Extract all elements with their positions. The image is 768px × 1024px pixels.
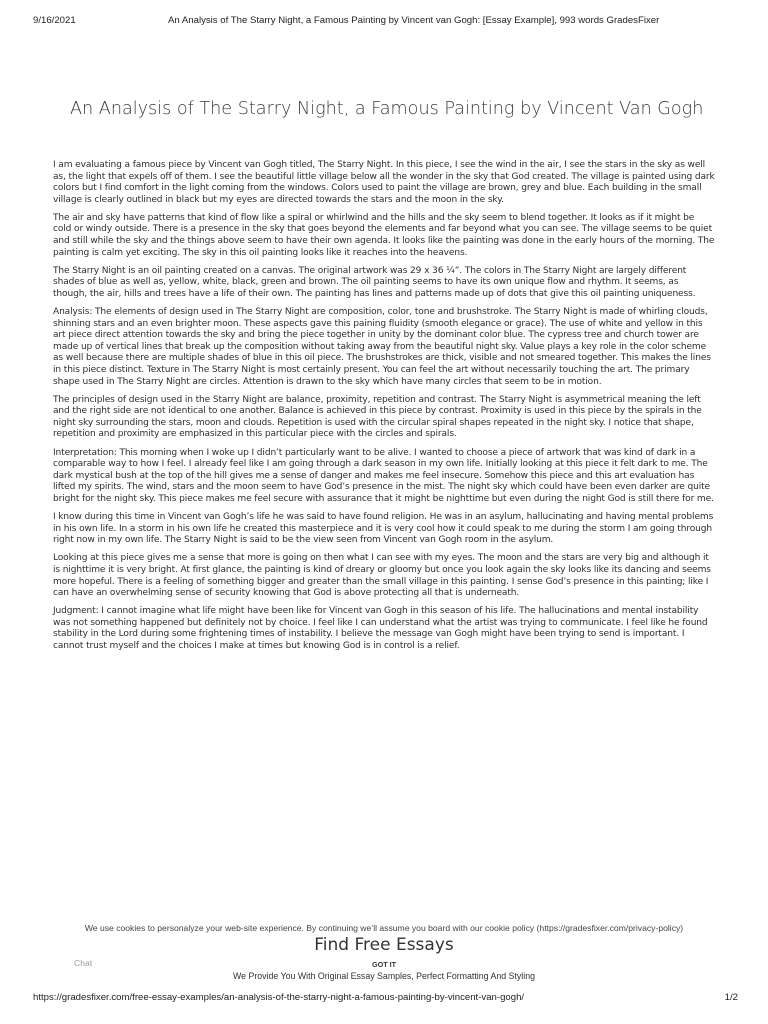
essay-paragraph: The principles of design used in the Starry Night are balance, proximity, repetition and contrast. The Starry Night is asymmetrical meaning the left and the right side are not identical to one another. Balance is achieved in this piece by contrast. Proximity is used in this piece by the spirals in the night sky surrounding the stars, moon and clouds. Repetition is used with the circular spiral shapes repeated in the night sky. I notice that shape, repetition and proximity are emphasized in this particular piece with the circles and spirals. xyxy=(53,394,702,440)
essay-paragraph: Interpretation: This morning when I woke up I didn’t particularly want to be alive. I wanted to choose a piece of artwork that was kind of dark in a comparable way to how I feel. I already feel like I am going through a dark season in my own life. Initially looking at this piece it felt dark to me. The dark mystical bush at the top of the hill gives me a sense of danger and makes me feel insecure. Somehow this piece and this art evaluation has lifted my spirits. The wind, stars and the moon seem to have God’s presence in the mist. The night sky which could have been even darker are quite bright for the night sky. This piece makes me feel secure with assurance that it might be nighttime but even during the night God is still there for me. xyxy=(53,447,714,504)
page-title: An Analysis of The Starry Night, a Famous Painting by Vincent Van Gogh xyxy=(70,99,704,119)
essay-paragraph: Looking at this piece gives me a sense that more is going on then what I can see with my eyes. The moon and the stars are very big and although it is nighttime it is very bright. At first glance, the painting is kind of dreary or gloomy but once you look again the sky looks like its dancing and seems more hopeful. There is a feeling of something bigger and greater than the small village in this painting. I sense God’s presence in this painting; like I can have an overwhelming sense of security knowing that God is above protecting all that is underneath. xyxy=(53,553,711,599)
cookie-accept-button[interactable]: GOT IT xyxy=(372,960,396,969)
print-url: https://gradesfixer.com/free-essay-examples/an-analysis-of-the-starry-night-a-famous-painting-by-vincent-van-gogh/ xyxy=(33,992,525,1003)
promo-tagline: We Provide You With Original Essay Samples, Perfect Formatting And Styling xyxy=(232,971,535,981)
page-number: 1/2 xyxy=(724,992,738,1003)
essay-paragraph: Judgment: I cannot imagine what life might have been like for Vincent van Gogh in this season of his life. The hallucinations and mental instability was not something happened but definitely not by choice. I feel like I can understand what the artist was trying to communicate. I feel like he found stability in the Lord during some frightening times of instability. I believe the message van Gogh might have been trying to send is important. I cannot trust myself and the choices I make at times but knowing God is in control is a relief. xyxy=(53,606,708,651)
essay-paragraph: The air and sky have patterns that kind of flow like a spiral or whirlwind and the hills and the sky seem to blend together. It looks as if it might be cold or windy outside. There is a presence in the sky that goes beyond the elements and far beyond what you can see. The village seems to be quiet and still while the sky and the things above seem to have their own agenda. It looks like the painting was done in the early hours of the morning. The painting is calm yet exciting. The sky in this oil painting looks like it reaches into the heavens. xyxy=(53,212,715,258)
print-date: 9/16/2021 xyxy=(33,15,76,26)
essay-paragraph: The Starry Night is an oil painting created on a canvas. The original artwork was 29 x 36 ¼”. The colors in The Starry Night are largely different shades of blue as well as, yellow, white, black, green and brown. The oil painting seems to have its own unique flow and rhythm. It seems, as though, the air, hills and trees have a life of their own. The painting has lines and patterns made up of dots that give this oil painting uniqueness. xyxy=(53,265,696,299)
print-document-title: An Analysis of The Starry Night, a Famous Painting by Vincent van Gogh: [Essay Example], 993 words GradesFixer xyxy=(168,15,660,26)
print-footer xyxy=(33,992,738,1006)
essay-paragraph: Analysis: The elements of design used in The Starry Night are composition, color, tone and brushstroke. The Starry Night is made of whirling clouds, shinning stars and an even brighter moon. These aspects gave this paining fluidity (smooth elegance or grace). The use of white and yellow in this art piece direct attention towards the sky and bring the piece together in unity by the dominant color blue. The cypress tree and church tower are made up of vertical lines that break up the composition without taking away from the beautiful night sky. Value plays a key role in the color scheme as well because there are multiple shades of blue in this oil piece. The brushstrokes are thick, visible and not smeared together. This makes the lines in this piece distinct. Texture in The Starry Night is most certainly present. You can feel the art without necessarily touching the art. The primary shape used in The Starry Night are circles. Attention is drawn to the sky which have many circles that seem to be in motion. xyxy=(53,307,711,387)
essay-paragraph: I am evaluating a famous piece by Vincent van Gogh titled, The Starry Night. In this piece, I see the wind in the air, I see the stars in the sky as well as, the light that expels off of them. I see the beautiful little village below all the wonder in the sky that God created. The village is painted using dark colors but I find comfort in the light coming from the windows. Colors used to paint the village are brown, grey and blue. Each building in the small village is clearly outlined in black but my eyes are directed towards the stars and the moon in the sky. xyxy=(53,160,715,205)
print-header xyxy=(33,15,738,29)
cookie-banner xyxy=(30,920,738,988)
promo-heading: Find Free Essays xyxy=(314,935,454,955)
cookie-notice-text: We use cookies to personalyze your web-site experience. By continuing we’ll assume you board with our cookie policy (https://gradesfixer.com/privacy-policy) xyxy=(84,923,684,933)
chat-button[interactable]: Chat xyxy=(74,958,93,968)
essay-paragraph: I know during this time in Vincent van Gogh’s life he was said to have found religion. He was in an asylum, hallucinating and having mental problems in his own life. In a storm in his own life he created this masterpiece and it is very cool how it could speak to me during the storm I am going through right now in my own life. The Starry Night is said to be the view seen from Vincent van Gogh room in the asylum. xyxy=(53,512,714,546)
essay-body xyxy=(53,160,715,659)
